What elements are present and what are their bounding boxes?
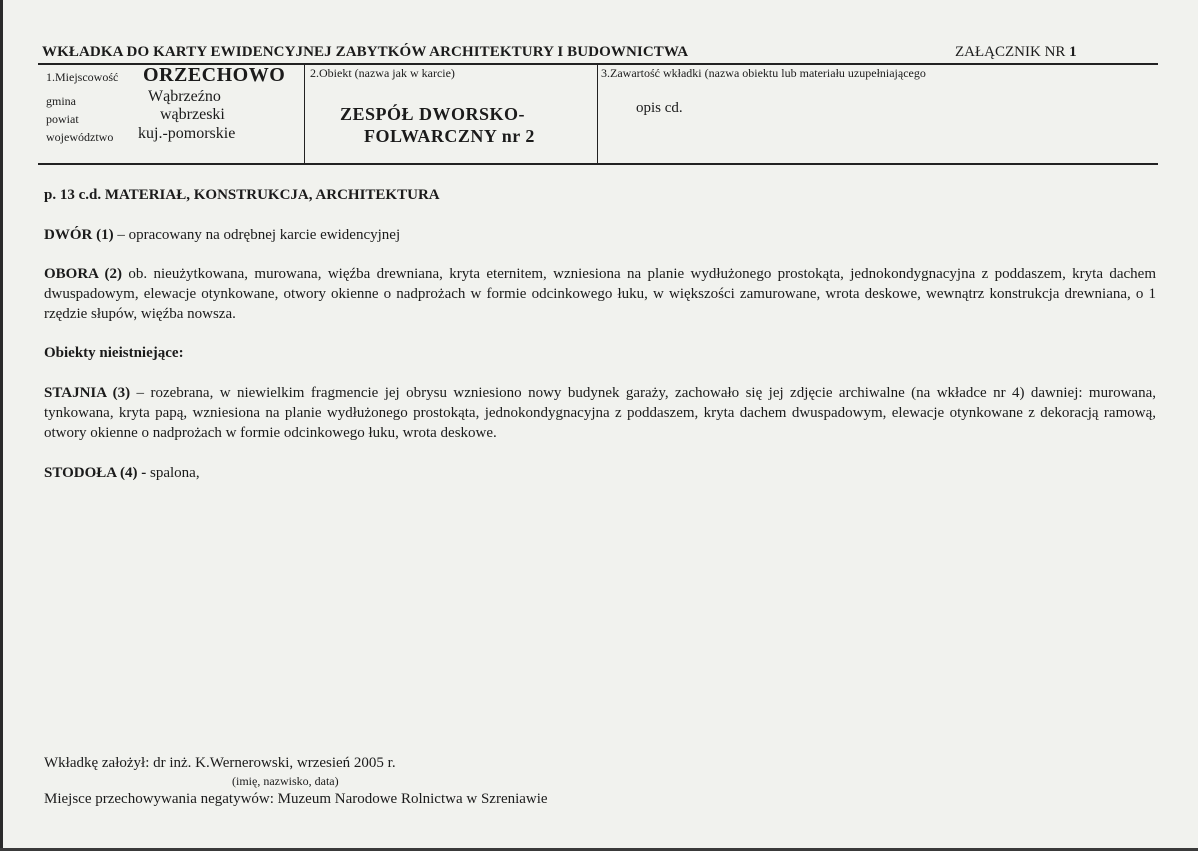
annex-label-text: ZAŁĄCZNIK NR xyxy=(955,44,1066,60)
contents-value: opis cd. xyxy=(636,100,683,116)
section-heading: p. 13 c.d. MATERIAŁ, KONSTRUKCJA, ARCHITEKTURA xyxy=(44,187,440,203)
contents-label: 3.Zawartość wkładki (nazwa obiektu lub materiału uzupełniającego xyxy=(601,66,926,80)
annex-label xyxy=(955,44,1077,61)
storage-line: Miejsce przechowywania negatywów: Muzeum Narodowe Rolnictwa w Szreniawie xyxy=(44,791,548,807)
powiat-value: wąbrzeski xyxy=(160,106,225,123)
powiat-label: powiat xyxy=(46,112,79,126)
object-name-line-2: FOLWARCZNY nr 2 xyxy=(364,126,535,146)
paragraph-stodola xyxy=(44,463,1156,483)
place-value: ORZECHOWO xyxy=(143,64,286,86)
dwor-text: – opracowany na odrębnej karcie ewidencyjnej xyxy=(113,227,401,243)
paragraph-stajnia xyxy=(44,383,1156,443)
gmina-label: gmina xyxy=(46,94,76,108)
author-line: Wkładkę założył: dr inż. K.Wernerowski, wrzesień 2005 r. xyxy=(44,755,396,771)
voivodeship-label: województwo xyxy=(46,130,114,144)
column-divider-2 xyxy=(597,64,598,164)
scan-edge-left xyxy=(0,0,3,851)
annex-number: 1 xyxy=(1069,44,1077,60)
paragraph-dwor xyxy=(44,225,1156,245)
place-label: 1.Miejscowość xyxy=(46,70,119,84)
column-divider-1 xyxy=(304,64,305,164)
header-rule-bottom xyxy=(38,163,1158,165)
voivodeship-value: kuj.-pomorskie xyxy=(138,125,236,142)
stodola-lead: STODOŁA (4) - xyxy=(44,465,147,481)
gmina-value: Wąbrzeźno xyxy=(148,88,221,105)
obora-lead: OBORA (2) xyxy=(44,266,123,282)
obora-text: ob. nieużytkowana, murowana, więźba drewniana, kryta eternitem, wzniesiona na planie wydłużonego prostokąta, jednokondygnacyjna z poddaszem, kryta dachem dwuspadowym, elewacje otynkowane, otwory okienne o nadprożach w formie odcinkowego łuku, w większości zamurowane, wrota deskowe, wewnątrz konstrukcja drewniana, o 1 rzędzie słupów, więźba nowsza. xyxy=(44,266,1157,322)
dwor-lead: DWÓR (1) xyxy=(44,227,114,243)
object-name-line-1: ZESPÓŁ DWORSKO- xyxy=(340,104,526,124)
stajnia-text: – rozebrana, w niewielkim fragmencie jej obrysu wzniesiono nowy budynek garaży, zachowało się jej zdjęcie archiwalne (na wkładce nr 4) dawniej: murowana, tynkowana, kryta papą, wzniesiona na planie wydłużonego prostokąta, jednokondygnacyjna z poddaszem, kryta dachem dwuspadowym, elewacje otynkowane z dekoracją ramową, otwory okienne o nadprożach w formie odcinkowego łuku, wrota deskowe. xyxy=(44,385,1156,441)
nonexistent-objects-heading: Obiekty nieistniejące: xyxy=(44,345,184,361)
author-hint: (imię, nazwisko, data) xyxy=(232,774,339,788)
paragraph-obora xyxy=(44,264,1156,324)
document-title: WKŁADKA DO KARTY EWIDENCYJNEJ ZABYTKÓW ARCHITEKTURY I BUDOWNICTWA xyxy=(42,44,689,60)
stajnia-lead: STAJNIA (3) xyxy=(44,385,131,401)
object-label: 2.Obiekt (nazwa jak w karcie) xyxy=(310,66,455,80)
stodola-text: spalona, xyxy=(146,465,200,481)
